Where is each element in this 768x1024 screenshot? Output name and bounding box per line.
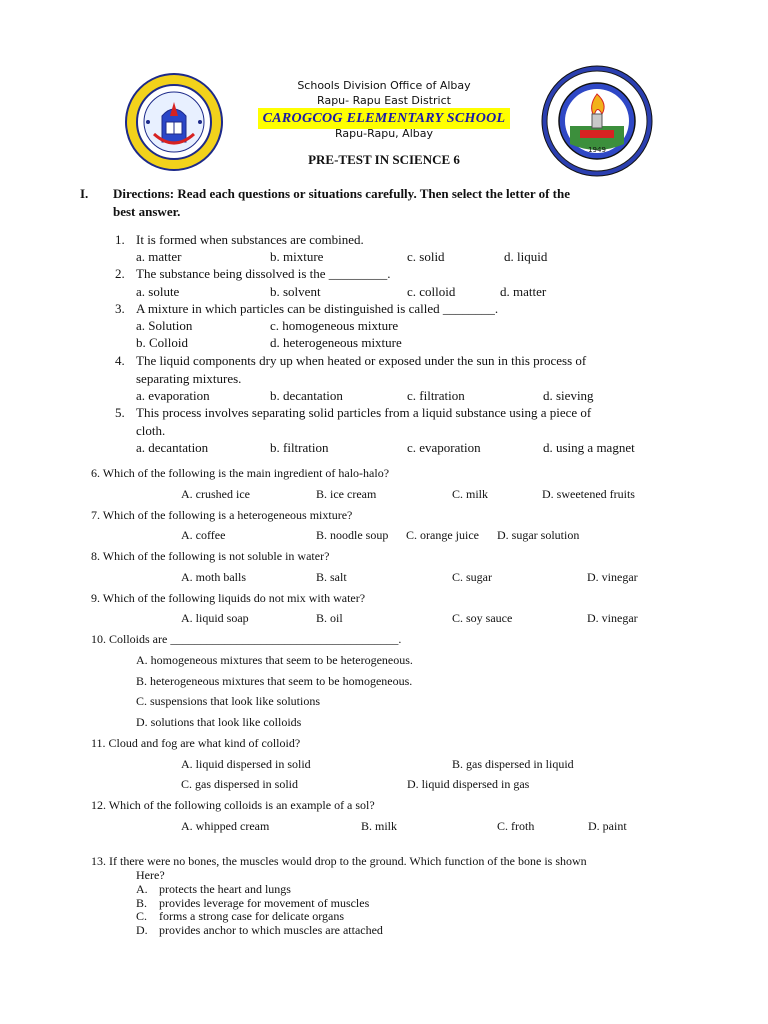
directions-line2: best answer. [113, 204, 181, 219]
q4-choice-c: c. filtration [407, 388, 465, 403]
q7-choice-c: C. orange juice [406, 528, 479, 542]
q10-choice-a: A. homogeneous mixtures that seem to be heterogeneous. [136, 653, 413, 667]
q8-choice-d: D. vinegar [587, 570, 638, 584]
q4-choice-d: d. sieving [543, 388, 594, 403]
q7-choice-d: D. sugar solution [497, 528, 580, 542]
q2-text: The substance being dissolved is the _________. [136, 266, 391, 281]
q10-text: 10. Colloids are ______________________________________. [91, 632, 402, 646]
q7-choice-b: B. noodle soup [316, 528, 389, 542]
q10-choice-c: C. suspensions that look like solutions [136, 694, 321, 708]
q5-text: This process involves separating solid particles from a liquid substance using a piece of [136, 405, 592, 420]
q5-choice-b: b. filtration [270, 440, 329, 455]
q1-choice-b: b. mixture [270, 249, 324, 264]
q12-choice-b: B. milk [361, 819, 398, 833]
section-number: I. [80, 186, 89, 201]
svg-text:1949: 1949 [588, 146, 606, 154]
q9-choice-a: A. liquid soap [181, 611, 249, 625]
q13-choice-d: provides anchor to which muscles are attached [159, 923, 383, 937]
q13-letter-c: C. [136, 909, 148, 923]
q1-choice-c: c. solid [407, 249, 445, 264]
q5-number: 5. [115, 405, 125, 420]
q3-text: A mixture in which particles can be distinguished is called ________. [136, 301, 499, 316]
q13-letter-a: A. [136, 882, 148, 896]
q5-choice-c: c. evaporation [407, 440, 481, 455]
q11-choice-d: D. liquid dispersed in gas [407, 777, 530, 791]
q13-text: 13. If there were no bones, the muscles would drop to the ground. Which function of the bone is shown [91, 854, 587, 868]
q9-choice-d: D. vinegar [587, 611, 638, 625]
q6-choice-c: C. milk [452, 487, 489, 501]
q3-choice-c: c. homogeneous mixture [270, 318, 399, 333]
q6-choice-b: B. ice cream [316, 487, 377, 501]
q11-choice-c: C. gas dispersed in solid [181, 777, 298, 791]
q1-choice-d: d. liquid [504, 249, 548, 264]
q12-choice-c: C. froth [497, 819, 535, 833]
q1-text: It is formed when substances are combined. [136, 232, 364, 247]
q9-choice-b: B. oil [316, 611, 343, 625]
q8-choice-b: B. salt [316, 570, 347, 584]
q4-choice-a: a. evaporation [136, 388, 210, 403]
q4-text-2: separating mixtures. [136, 371, 242, 386]
q9-choice-c: C. soy sauce [452, 611, 513, 625]
q10-choice-d: D. solutions that look like colloids [136, 715, 302, 729]
q8-choice-c: C. sugar [452, 570, 492, 584]
q4-choice-b: b. decantation [270, 388, 343, 403]
q1-number: 1. [115, 232, 125, 247]
q5-choice-a: a. decantation [136, 440, 209, 455]
directions-line1: Directions: Read each questions or situations carefully. Then select the letter of the [113, 186, 571, 201]
q3-choice-d: d. heterogeneous mixture [270, 335, 402, 350]
q5-choice-d: d. using a magnet [543, 440, 635, 455]
school-location: Rapu-Rapu, Albay [335, 127, 433, 140]
test-title: PRE-TEST IN SCIENCE 6 [308, 152, 460, 167]
school-name: CAROGCOG ELEMENTARY SCHOOL [258, 108, 510, 129]
q2-choice-d: d. matter [500, 284, 547, 299]
q12-choice-d: D. paint [588, 819, 627, 833]
q5-text-2: cloth. [136, 423, 166, 438]
q4-number: 4. [115, 353, 125, 368]
q6-choice-d: D. sweetened fruits [542, 487, 635, 501]
q13-choice-b: provides leverage for movement of muscles [159, 896, 370, 910]
q11-choice-a: A. liquid dispersed in solid [181, 757, 311, 771]
q3-choice-b: b. Colloid [136, 335, 189, 350]
q8-choice-a: A. moth balls [181, 570, 246, 584]
q2-choice-c: c. colloid [407, 284, 456, 299]
q13-letter-b: B. [136, 896, 148, 910]
q3-choice-a: a. Solution [136, 318, 193, 333]
q6-text: 6. Which of the following is the main ingredient of halo-halo? [91, 466, 390, 480]
q7-choice-a: A. coffee [181, 528, 226, 542]
q7-text: 7. Which of the following is a heterogeneous mixture? [91, 508, 353, 522]
q13-choice-c: forms a strong case for delicate organs [159, 909, 345, 923]
q4-text: The liquid components dry up when heated or exposed under the sun in this process of [136, 353, 587, 368]
q6-choice-a: A. crushed ice [181, 487, 250, 501]
q10-choice-b: B. heterogeneous mixtures that seem to be homogeneous. [136, 674, 413, 688]
q13-letter-d: D. [136, 923, 148, 937]
q1-choice-a: a. matter [136, 249, 182, 264]
q12-text: 12. Which of the following colloids is an example of a sol? [91, 798, 375, 812]
q11-choice-b: B. gas dispersed in liquid [452, 757, 574, 771]
district-name: Rapu- Rapu East District [317, 94, 451, 107]
q2-choice-b: b. solvent [270, 284, 321, 299]
q8-text: 8. Which of the following is not soluble in water? [91, 549, 330, 563]
q9-text: 9. Which of the following liquids do not mix with water? [91, 591, 366, 605]
q11-text: 11. Cloud and fog are what kind of colloid? [91, 736, 301, 750]
q3-number: 3. [115, 301, 125, 316]
q13-text-2: Here? [136, 868, 165, 882]
q2-number: 2. [115, 266, 125, 281]
q13-choice-a: protects the heart and lungs [159, 882, 291, 896]
q2-choice-a: a. solute [136, 284, 180, 299]
q12-choice-a: A. whipped cream [181, 819, 270, 833]
division-name: Schools Division Office of Albay [297, 79, 471, 92]
